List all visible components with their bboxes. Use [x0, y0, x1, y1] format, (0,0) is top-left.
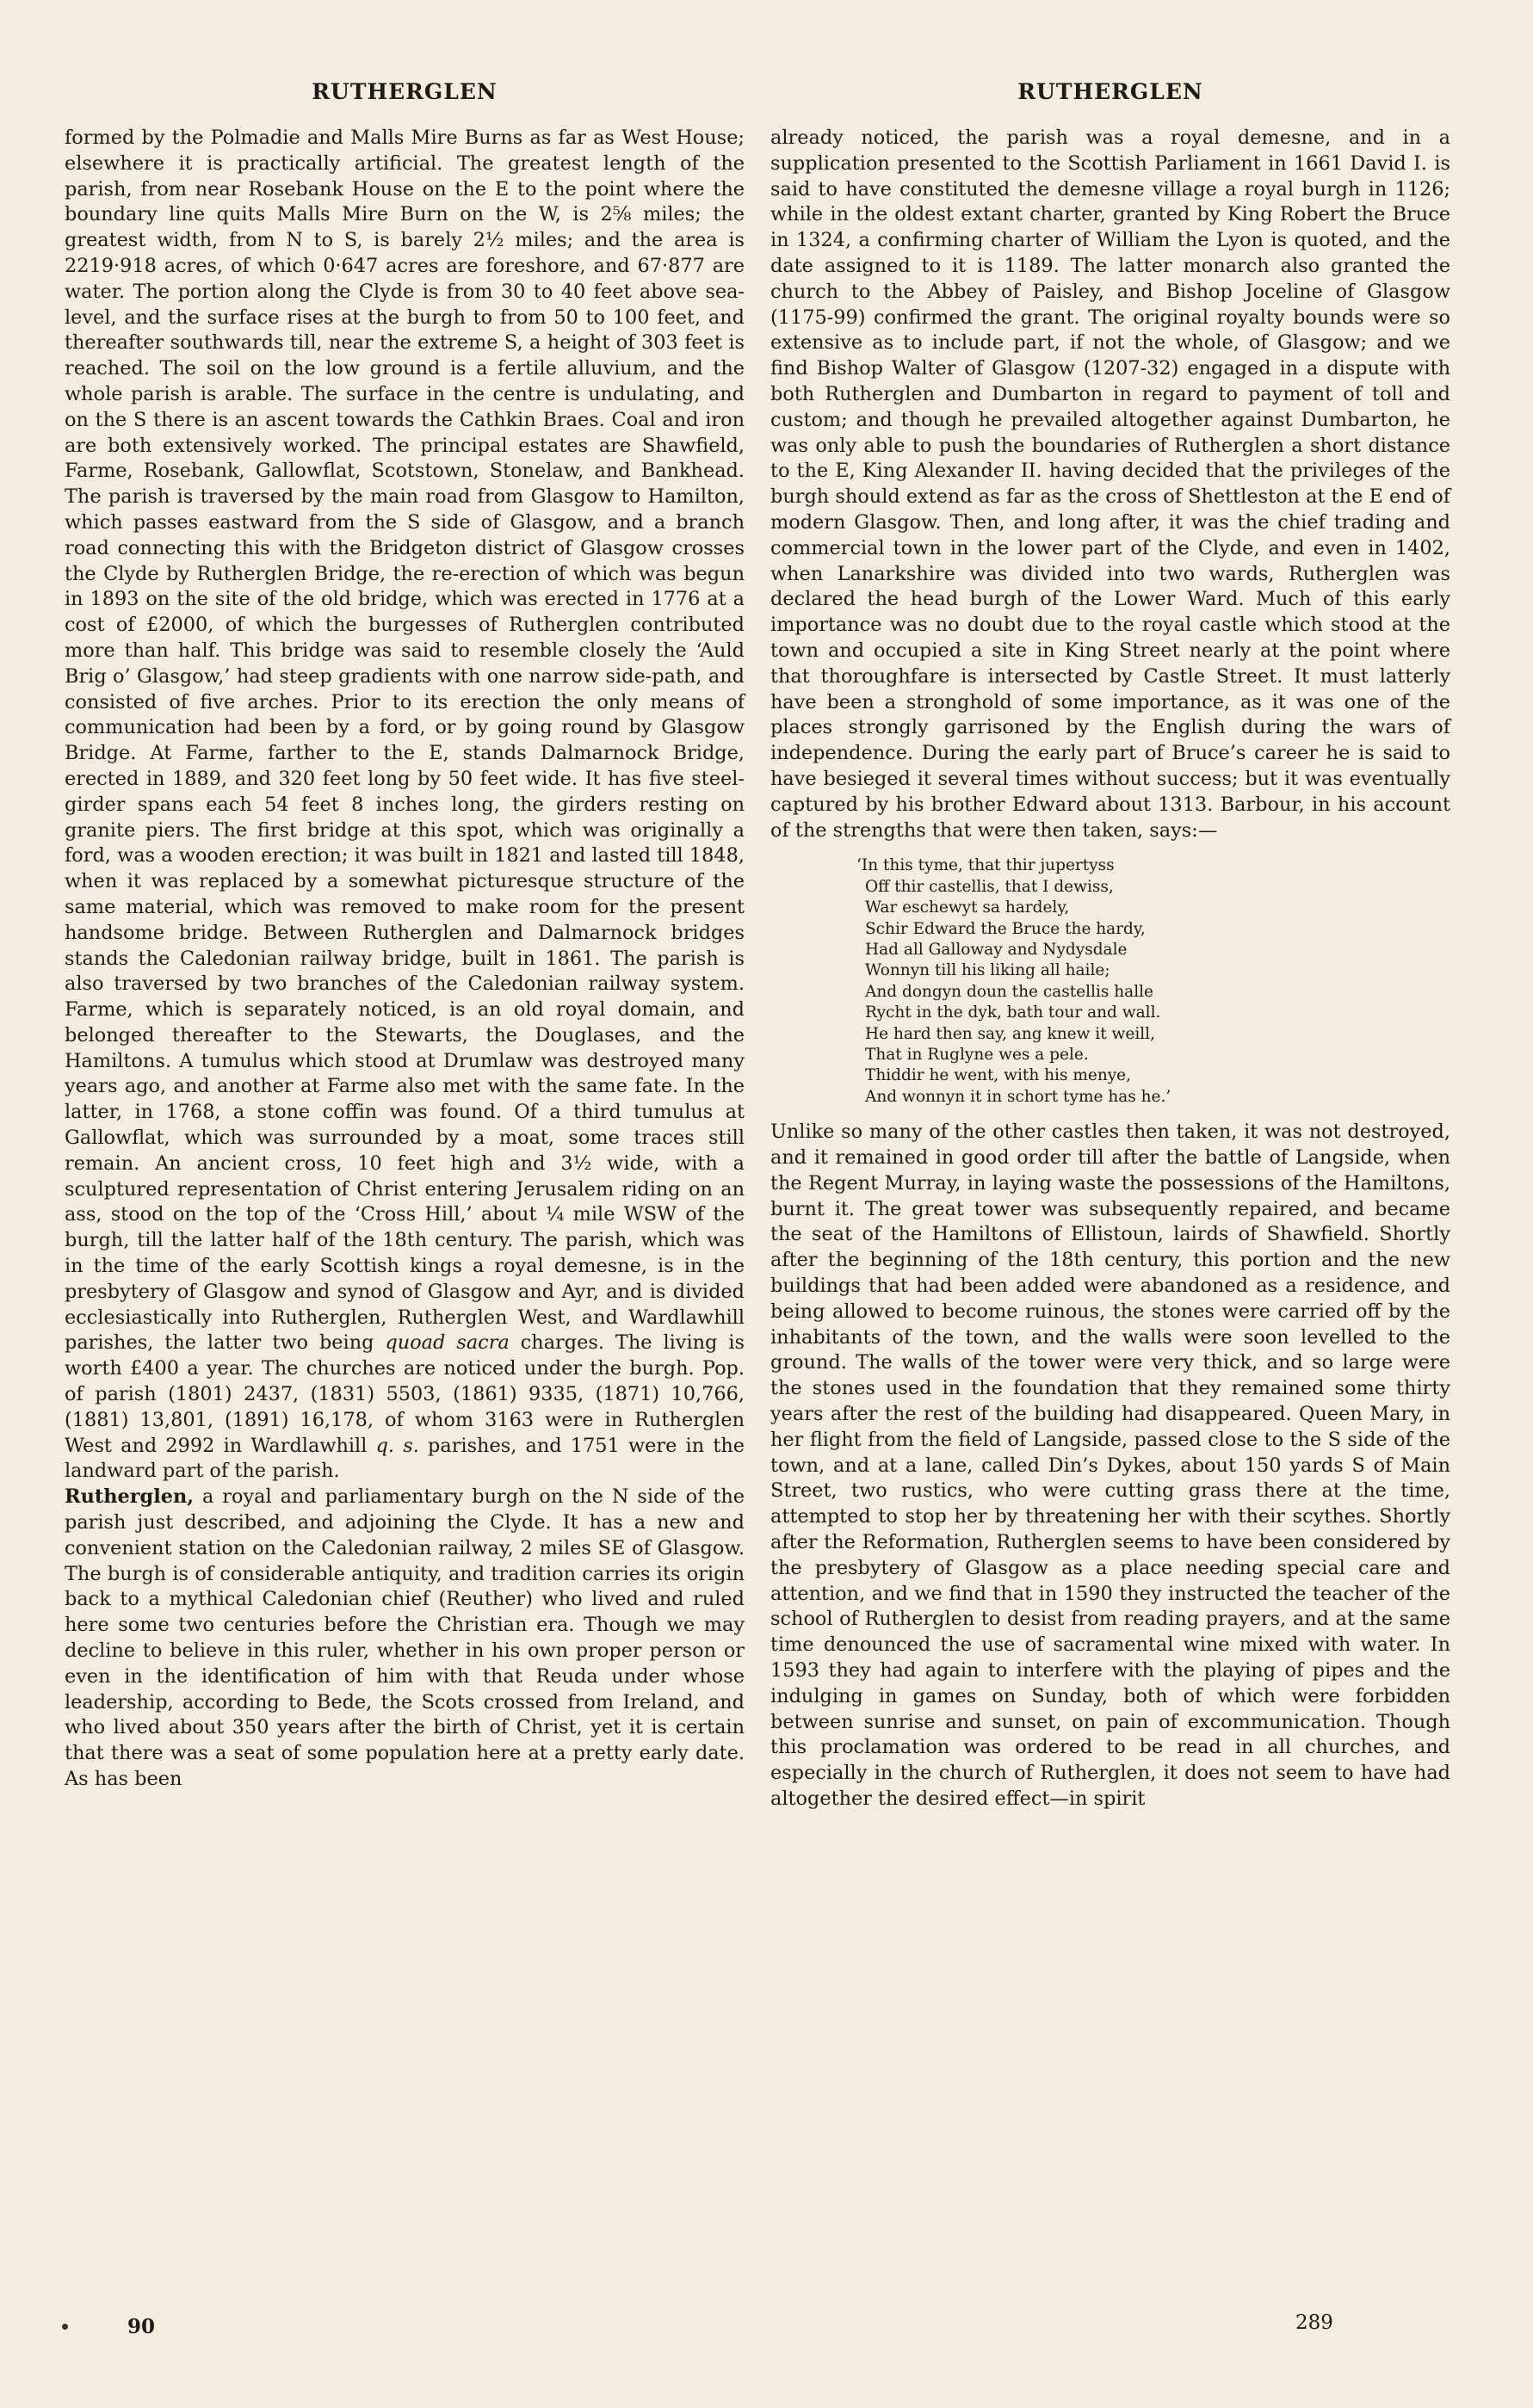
left-column	[65, 126, 745, 1793]
poem-line: That in Ruglyne wes a pele.	[865, 1045, 1089, 1064]
right-paragraph-castle: Unlike so many of the other castles then taken, it was not destroyed, and it remained in good order till after the battle of Langside, when the Regent Murray, in laying waste the possessions of the Hamiltons, burnt it. The great tower was subsequently repaired, and became the seat of the Hamiltons of Ellistoun, lairds of Shawfield. Shortly after the beginning of the 18th century, this portion and the new buildings that had been added were abandoned as a residence, and being allowed to become ruinous, the stones were carried off by the inhabitants of the town, and the walls were soon levelled to the ground. The walls of the tower were very thick, and so large were the stones used in the foundation that they remained some thirty years after the rest of the building had disappeared. Queen Mary, in her flight from the field of Langside, passed close to the S side of the town, and at a lane, called Din’s Dykes, about 150 yards S of Main Street, two rustics, who were cutting grass there at the time, attempted to stop her by threatening her with their scythes. Shortly after the Reformation, Rutherglen seems to have been considered by the presbytery of Glasgow as a place needing special care and attention, and we find that in 1590 they instructed the teacher of the school of Rutherglen to desist from reading prayers, and at the same time denounced the use of sacramental wine mixed with water. In 1593 they had again to interfere with the playing of pipes and the indulging in games on Sunday, both of which were forbidden between sunrise and sunset, on pain of excommunication. Though this proclamation was ordered to be read in all churches, and especially in the church of Rutherglen, it does not seem to have had altogether the desired effect—in spirit	[770, 1121, 1450, 1810]
poem-line: Off thir castellis, that I dewiss,	[865, 877, 1114, 896]
poem-line: War eschewyt sa hardely,	[865, 898, 1070, 917]
poem-line: He hard then say, ang knew it weill,	[865, 1024, 1155, 1043]
poem-line: ‘In this tyme, that thir jupertyss	[856, 856, 1115, 875]
poem-line: Had all Galloway and Nydysdale	[865, 940, 1128, 959]
right-paragraph-history: already noticed, the parish was a royal demesne, and in a supplication presented to the Scottish Parliament in 1661 David I. is said to have constituted the demesne village a royal burgh in 1126; while in the oldest extant charter, granted by King Robert the Bruce in 1324, a confirming charter of William the Lyon is quoted, and the date assigned to it is 1189. The latter monarch also granted the church to the Abbey of Paisley, and Bishop Joceline of Glasgow (1175-99) confirmed the grant. The original royalty bounds were so extensive as to include part, if not the whole, of Glasgow; and we find Bishop Walter of Glasgow (1207-32) engaged in a dispute with both Rutherglen and Dumbarton in regard to payment of toll and custom; and though he prevailed altogether against Dumbarton, he was only able to push the boundaries of Rutherglen a short distance to the E, King Alexander II. having decided that the privileges of the burgh should extend as far as the cross of Shettleston at the E end of modern Glasgow. Then, and long after, it was the chief trading and commercial town in the lower part of the Clyde, and even in 1402, when Lanarkshire was divided into two wards, Rutherglen was declared the head burgh of the Lower Ward. Much of this early importance was no doubt due to the royal castle which stood at the town and occupied a site in King Street nearly at the point where that thoroughfare is intersected by Castle Street. It must latterly have been a stronghold of some importance, as it was one of the places strongly garrisoned by the English during the wars of independence. During the early part of Bruce’s career he is said to have besieged it several times without success; but it was eventually captured by his brother Edward about 1313. Barbour, in his account of the strengths that were then taken, says:—	[770, 127, 1450, 842]
left-paragraph-parish	[65, 126, 745, 1485]
poem-line: Rycht in the dyk, bath tour and wall.	[865, 1003, 1161, 1022]
left-para1-text: formed by the Polmadie and Malls Mire Burns as far as West House; elsewhere it is practically artificial. The greatest length of the parish, from near Rosebank House on the E to the point where the boundary line quits Malls Mire Burn on the W, is 2⅝ miles; the greatest width, from N to S, is barely 2½ miles; and the area is 2219·918 acres, of which 0·647 acres are foreshore, and 67·877 are water. The portion along the Clyde is from 30 to 40 feet above sea-level, and the surface rises at the burgh to from 50 to 100 feet, and thereafter southwards till, near the extreme S, a height of 303 feet is reached. The soil on the low ground is a fertile alluvium, and the whole parish is arable. The surface in the centre is undulating, and on the S there is an ascent towards the Cathkin Braes. Coal and iron are both extensively worked. The principal estates are Shawfield, Farme, Rosebank, Gallowflat, Scotstown, Stonelaw, and Bankhead. The parish is traversed by the main road from Glasgow to Hamilton, which passes eastward from the S side of Glasgow, and a branch road connecting this with the Bridgeton district of Glasgow crosses the Clyde by Rutherglen Bridge, the re-erection of which was begun in 1893 on the site of the old bridge, which was erected in 1776 at a cost of £2000, of which the burgesses of Rutherglen contributed more than half. This bridge was said to resemble closely the ‘Auld Brig o’ Glasgow,’ had steep gradients with one narrow side-path, and consisted of five arches. Prior to its erection the only means of communication had been by a ford, or by going round by Glasgow Bridge. At Farme, farther to the E, stands Dalmarnock Bridge, erected in 1889, and 320 feet long by 50 feet wide. It has five steel-girder spans each 54 feet 8 inches long, the girders resting on granite piers. The first bridge at this spot, which was originally a ford, was a wooden erection; it was built in 1821 and lasted till 1848, when it was replaced by a somewhat picturesque structure of the same material, which was removed to make room for the present handsome bridge. Between Rutherglen and Dalmarnock bridges stands the Caledonian railway bridge, built in 1861. The parish is also traversed by two branches of the Caledonian railway system. Farme, which is separately noticed, is an old royal domain, and belonged thereafter to the Stewarts, the Douglases, and the Hamiltons. A tumulus which stood at Drumlaw was destroyed many years ago, and another at Farme also met with the same fate. In the latter, in 1768, a stone coffin was found. Of a third tumulus at Gallowflat, which was surrounded by a moat, some traces still remain. An ancient cross, 10 feet high and 3½ wide, with a sculptured representation of Christ entering Jerusalem riding on an ass, stood on the top of the ‘Cross Hill,’ about ¼ mile WSW of the burgh, till the latter half of the 18th century. The parish, which was in the time of the early Scottish kings a royal demesne, is in the presbytery of Glasgow and synod of Glasgow and Ayr, and is divided ecclesiastically into Rutherglen, Rutherglen West, and Wardlawhill parishes, the latter two being	[65, 127, 745, 1355]
running-head-right: RUTHERGLEN	[1017, 79, 1203, 104]
poem-line: And dongyn doun the castellis halle	[865, 982, 1153, 1001]
right-column	[770, 126, 1450, 1812]
page-number-right: 289	[1295, 2312, 1333, 2334]
poem-line: Thiddir he went, with his menye,	[865, 1066, 1132, 1085]
running-head-left: RUTHERGLEN	[312, 79, 498, 104]
poem-line: And wonnyn it in schort tyme has he.’	[865, 1087, 1171, 1106]
left-para2-text: a royal and parliamentary burgh on the N side of the parish just described, and adjoining the Clyde. It has a new and convenient station on the Caledonian railway, 2 miles SE of Glasgow. The burgh is of considerable antiquity, and tradition carries its origin back to a mythical Caledonian chief (Reuther) who lived and ruled here some two centuries before the Christian era. Though we may decline to believe in this ruler, whether in his own proper person or even in the identification of him with that Reuda under whose leadership, according to Bede, the Scots crossed from Ireland, and who lived about 350 years after the birth of Christ, yet it is certain that there was a seat of some population here at a pretty early date. As has been	[65, 1485, 745, 1790]
bullet-mark	[62, 2324, 68, 2330]
left-paragraph-burgh	[65, 1485, 745, 1793]
barbour-quotation	[856, 855, 1450, 1108]
left-para1-tail: charges. The living is worth £400 a year. The churches are noticed under the burgh. Pop. of parish (1801) 2437, (1831) 5503, (1861) 9335, (1871) 10,766, (1881) 13,801, (1891) 16,178, of whom 3163 were in Rutherglen West and 2992 in Wardlawhill	[65, 1331, 745, 1457]
left-para1-qs: q. s.	[375, 1434, 419, 1457]
left-para1-end: parishes, and 1751 were in the landward part of the parish.	[65, 1434, 745, 1483]
page-number-left: 90	[127, 2315, 156, 2338]
poem-line: Wonnyn till his liking all haile;	[865, 961, 1110, 980]
poem-line: Schir Edward the Bruce the hardy,	[865, 919, 1146, 938]
entry-headword: Rutherglen,	[65, 1485, 195, 1509]
left-para1-italic: quoad sacra	[385, 1331, 510, 1355]
